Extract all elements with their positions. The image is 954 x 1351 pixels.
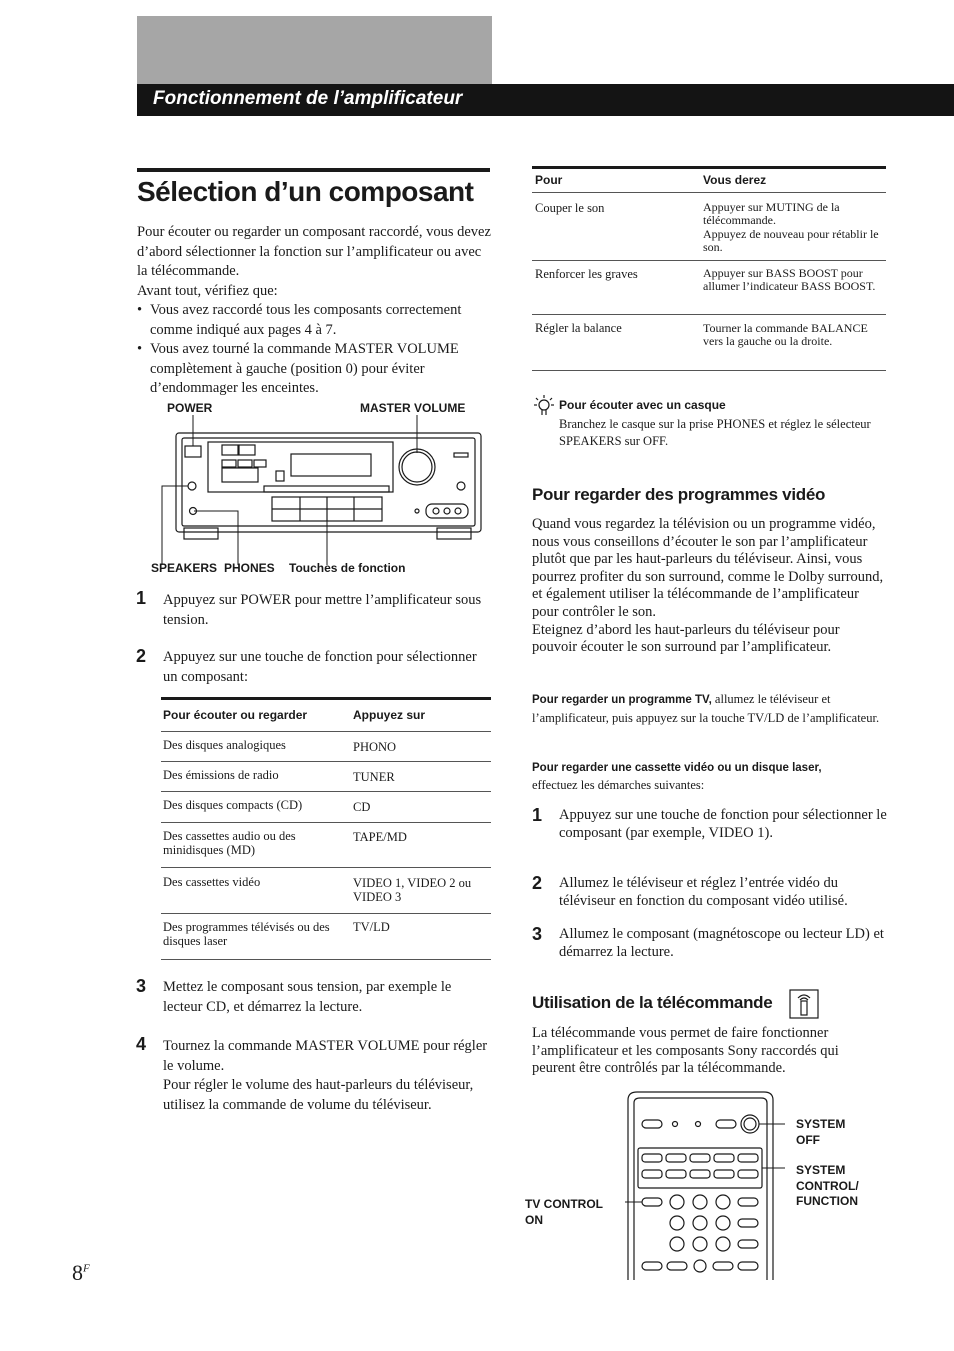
table-header: Pour écouter ou regarder (163, 708, 308, 723)
step-text: Allumez le composant (magnétoscope ou lecteur LD) et démarrez la lecture. (559, 926, 884, 960)
table-header: Pour (535, 173, 563, 187)
page-number-digit: 8 (72, 1260, 83, 1285)
action-table-grid (532, 169, 886, 371)
tip-title: Pour écouter avec un casque (559, 398, 726, 412)
lightbulb-tip-icon (533, 394, 555, 418)
table-cell: Des cassettes audio ou des minidisques (MD) (163, 828, 296, 857)
vcr-lead: Pour regarder une cassette vidéo ou un disque laser, (532, 762, 822, 774)
page-number (72, 1260, 90, 1286)
step-number: 1 (532, 805, 543, 825)
table-cell: VIDEO 1, VIDEO 2 ou VIDEO 3 (353, 875, 472, 904)
table-cell: Tourner la commande BALANCE vers la gauche ou la droite. (703, 320, 868, 348)
step-text: Mettez le composant sous tension, par exemple le lecteur CD, et démarrez la lecture. (163, 979, 452, 1015)
table-cell: CD (353, 799, 371, 814)
table-header-row (161, 700, 491, 731)
table-cell: Des cassettes vidéo (163, 874, 261, 889)
table-header: Vous derez (703, 173, 767, 187)
table-row (161, 761, 491, 791)
vcr-text: effectuez les démarches suivantes: (532, 778, 705, 792)
table-cell: Couper le son (535, 200, 605, 215)
tv-control-on-label: TV CONTROL ON (525, 1197, 603, 1227)
step-number: 3 (136, 976, 147, 996)
step-text: Allumez le téléviseur et réglez l’entrée vidéo du téléviseur en fonction du composant vidéo utilisé. (559, 875, 848, 909)
function-table (161, 697, 491, 960)
tv-lead: Pour regarder un programme TV, (532, 694, 712, 706)
bullet-dot: • (137, 341, 143, 357)
table-row (161, 731, 491, 761)
table-cell: Des émissions de radio (163, 767, 279, 782)
step-number: 2 (136, 646, 147, 666)
table-cell: Renforcer les graves (535, 266, 638, 281)
table-cell: Appuyer sur BASS BOOST pour allumer l’indicateur BASS BOOST. (703, 265, 876, 293)
phones-label: PHONES (224, 561, 275, 575)
bullet-item (137, 340, 493, 399)
table-cell: TAPE/MD (353, 829, 407, 844)
table-cell: Des programmes télévisés ou des disques laser (163, 919, 330, 948)
header-grey-tab (137, 16, 492, 86)
table-row (532, 260, 886, 314)
function-keys-label: Touches de fonction (289, 561, 406, 575)
table-cell: Régler la balance (535, 320, 622, 335)
table-row (532, 192, 886, 260)
step-number: 2 (532, 873, 543, 893)
table-cell: TV/LD (353, 919, 390, 934)
remote-illustration (625, 1090, 785, 1280)
video-heading: Pour regarder des programmes vidéo (532, 485, 826, 504)
step-text: Appuyez sur une touche de fonction pour sélectionner le composant (par exemple, VIDEO 1). (559, 807, 887, 841)
intro-paragraph: Pour écouter ou regarder un composant raccordé, vous devez d’abord sélectionner la fonction sur l’amplificateur ou avec la télécommande. (137, 224, 491, 279)
step-text: Appuyez sur une touche de fonction pour sélectionner un composant: (163, 649, 477, 685)
video-paragraph: Eteignez d’abord les haut-parleurs du téléviseur pour pouvoir écouter le son surround par l’amplificateur. (532, 621, 840, 656)
table-cell: Des disques compacts (CD) (163, 797, 303, 812)
section-title: Fonctionnement de l’amplificateur (153, 88, 463, 109)
video-paragraphs (532, 516, 885, 657)
speakers-label: SPEAKERS (151, 561, 218, 575)
table-cell: PHONO (353, 739, 397, 754)
system-off-label: SYSTEM OFF (796, 1117, 846, 1147)
tv-instruction (532, 690, 882, 727)
remote-heading: Utilisation de la télécommande (532, 993, 773, 1012)
step-text: Appuyez sur POWER pour mettre l’amplificateur sous tension. (163, 592, 482, 628)
table-row (161, 913, 491, 959)
table-row (161, 867, 491, 913)
remote-control-icon (789, 989, 819, 1019)
page-number-suffix: F (83, 1262, 90, 1275)
table-cell: TUNER (353, 769, 395, 784)
step-extra: Pour régler le volume des haut-parleurs du téléviseur, utilisez la commande de volume du téléviseur. (163, 1077, 474, 1113)
bullet-dot: • (137, 302, 143, 318)
step-text-block (163, 1037, 493, 1115)
table-header: Appuyez sur (353, 708, 426, 723)
bullet-text: Vous avez tourné la commande MASTER VOLUME complètement à gauche (position 0) pour éviter d’endommager les enceintes. (150, 341, 459, 396)
remote-paragraph: La télécommande vous permet de faire fonctionner l’amplificateur et les composants Sony raccordés qui peurent être contrôlés par la télécommande. (532, 1025, 839, 1077)
vcr-instruction (532, 760, 882, 794)
step-number: 4 (136, 1034, 147, 1054)
bullet-text: Vous avez raccordé tous les composants correctement comme indiqué aux pages 4 à 7. (150, 302, 462, 338)
tv-text: allumez le téléviseur et l’amplificateur, puis appuyez sur la touche TV/LD de l’amplificateur. (532, 692, 880, 725)
function-table-grid (161, 700, 491, 960)
table-row (161, 791, 491, 822)
amplifier-illustration (140, 415, 490, 565)
check-intro: Avant tout, vérifiez que: (137, 282, 278, 299)
video-paragraph: Quand vous regardez la télévision ou un programme vidéo, nous vous conseillons d’écouter le son par l’amplificateur plutôt que par les haut-parleurs du téléviseur. Ainsi, vous pourrez profiter du son surround, comme le Dolby surround, et également utiliser la télécommande de l’amplificateur pour contrôler le son. (532, 516, 884, 620)
bullet-item (137, 301, 493, 340)
table-cell: Appuyer sur MUTING de la télécommande. Appuyez de nouveau pour rétablir le son. (703, 199, 879, 254)
step-text: Tournez la commande MASTER VOLUME pour régler le volume. (163, 1038, 488, 1074)
table-cell: Des disques analogiques (163, 737, 286, 752)
power-label: POWER (167, 401, 213, 415)
step-number: 1 (136, 588, 147, 608)
table-header-row (532, 169, 886, 192)
tip-text: Branchez le casque sur la prise PHONES et réglez le sélecteur SPEAKERS sur OFF. (559, 417, 871, 448)
action-table (532, 166, 886, 371)
title-rule (137, 168, 490, 172)
page-title: Sélection d’un composant (137, 176, 474, 207)
intro-block (137, 223, 493, 399)
step-number: 3 (532, 924, 543, 944)
master-volume-label: MASTER VOLUME (360, 401, 466, 415)
table-row (161, 822, 491, 867)
table-row (532, 314, 886, 370)
system-control-label: SYSTEM CONTROL/ FUNCTION (796, 1163, 859, 1208)
